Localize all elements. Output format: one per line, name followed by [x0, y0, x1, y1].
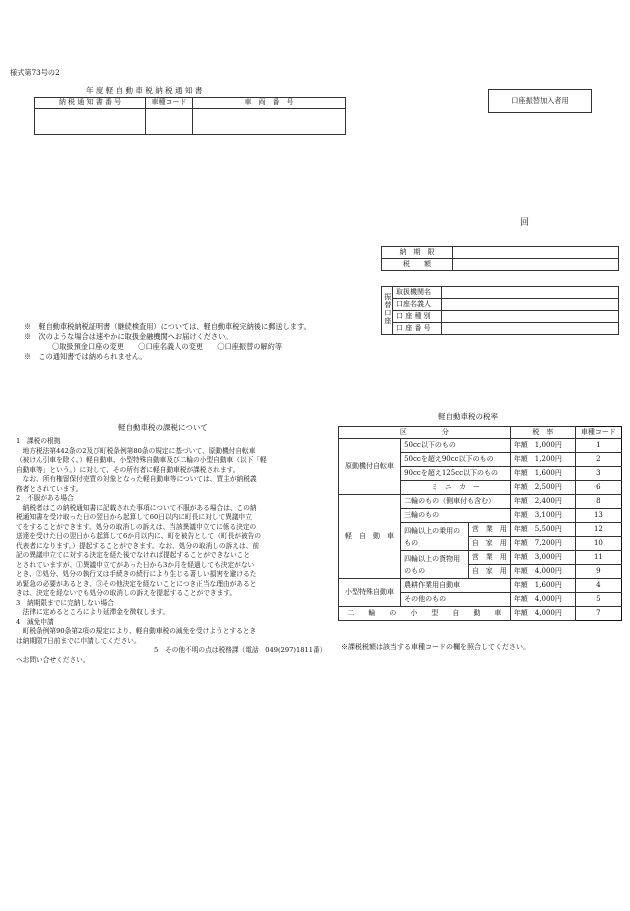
rate-row-label: 二 輪 の 小 型 自 動 車: [339, 607, 511, 621]
rate-header-tax: 税 率: [510, 427, 575, 439]
taxation-body: [16, 437, 326, 665]
header-notice-number: 納 税 通 知 書 番 号: [35, 98, 146, 109]
rate-row-label: 自 家 用: [468, 537, 510, 551]
rate-row-label: 二輪のもの（側車付も含む）: [401, 495, 511, 509]
transfer-table: [381, 286, 619, 335]
transfer-number-value: [442, 323, 619, 335]
rate-row-label: 営 業 用: [468, 551, 510, 565]
tax-amount-label: 税 額: [382, 259, 453, 271]
rate-row-code: 11: [575, 551, 621, 565]
taxation-line: 務者とされています。: [16, 484, 83, 493]
note-line: ※ 次のような場合は速やかに取扱金融機関へお届けください。: [24, 332, 233, 341]
note-line: 〇取扱預金口座の変更 〇口座名義人の変更 〇口座振替の解約等: [52, 342, 283, 351]
taxation-line: 税通知書を受け取った日の翌日から起算して60日以内に町長に対して異議申立: [16, 513, 252, 521]
rate-row-code: 6: [575, 481, 621, 495]
rate-row-tax: 年額 3,000円: [510, 551, 575, 565]
notice-header-table: [34, 97, 346, 135]
rate-row-label: その他のもの: [401, 593, 511, 607]
note-line: ※ 軽自動車税納税証明書（継続検査用）については、軽自動車税完納後に郵送します。: [24, 322, 311, 331]
taxation-line: 5 その他不明の点は税務課（電話 049(297)1811番）: [154, 646, 327, 654]
taxation-title: 軽自動車税の課税について: [118, 423, 208, 432]
taxation-line: め緊急の必要があるとき、③その他決定を経ないことにつき正当な理由があると: [16, 579, 257, 588]
taxation-line: 納税者はこの納税通知書に記載された事項について不服がある場合は、この納: [16, 503, 257, 512]
header-vehicle-number: 車 両 番 号: [193, 98, 346, 109]
transfer-holder-value: [442, 299, 619, 311]
group-moped: 原動機付自転車: [339, 439, 401, 495]
taxation-line: きは、決定を経ないでも処分の取消しの訴えを提起することができます。: [16, 589, 237, 597]
seal-mark: 回: [520, 218, 530, 228]
due-date-value: [453, 247, 619, 259]
rate-header-code: 車種コード: [575, 427, 621, 439]
rate-row-label: ミ ニ カ ー: [401, 481, 511, 495]
cell-notice-number: [35, 109, 146, 135]
rate-row-tax: 年額 5,500円: [510, 523, 575, 537]
due-date-label: 納 期 限: [382, 247, 453, 259]
rate-row-label: 自 家 用: [468, 565, 510, 579]
transfer-bank-value: [442, 287, 619, 299]
rate-row-code: 3: [575, 467, 621, 481]
due-table: [381, 246, 619, 271]
taxation-line: 法律に定めるところにより延滞金を徴収します。: [16, 608, 170, 616]
rate-row-label: 農耕作業用自動車: [401, 579, 511, 593]
tax-amount-value: [453, 259, 619, 271]
note-line: ※ この通知書では納められません。: [24, 352, 147, 361]
taxation-line: 記の異議申立てに対する決定を経た後でなければ提起することができないこと: [16, 551, 251, 559]
rate-row-code: 2: [575, 453, 621, 467]
rate-row-tax: 年額 1,000円: [510, 439, 575, 453]
rate-row-code: 1: [575, 439, 621, 453]
cell-vehicle-number: [193, 109, 346, 135]
group-special: 小型特殊自動車: [339, 579, 401, 607]
rate-row-label: 90ccを超え125cc以下のもの: [401, 467, 511, 481]
rate-row-label: 50ccを超え90cc以下のもの: [401, 453, 511, 467]
rate-row-tax: 年額 2,500円: [510, 481, 575, 495]
rate-row-code: 10: [575, 537, 621, 551]
taxation-line: とされていますが、①異議申立てがあった日から3か月を経過しても決定がない: [16, 560, 255, 569]
rate-row-tax: 年額 1,600円: [510, 467, 575, 481]
notice-title: 年 度 軽 自 動 車 税 納 税 通 知 書: [86, 86, 203, 95]
rate-row-code: 7: [575, 607, 621, 621]
transfer-bank-label: 取扱機関名: [393, 287, 442, 299]
taxation-line: なお、所有権留保付売買の対象となった軽自動車等については、買主が納税義: [16, 475, 257, 483]
taxation-line: 4 減免申請: [16, 617, 54, 626]
rate-title: 軽自動車税の税率: [438, 412, 498, 421]
rate-header-category: 区 分: [339, 427, 511, 439]
rate-row-tax: 年額 1,200円: [510, 453, 575, 467]
sub-cargo: 四輪以上の貨物用のもの: [401, 551, 469, 579]
taxation-line: 地方税法第442条の2及び町税条例第80条の規定に基づいて、原動機付自転車: [16, 446, 256, 455]
taxation-line: 町税条例第90条第2項の規定により、軽自動車税の減免を受けようとするとき: [16, 627, 257, 635]
taxation-line: へお問い合せください。: [16, 655, 90, 664]
transfer-type-value: [442, 311, 619, 323]
account-user-label: 口座振替加入者用: [488, 89, 592, 113]
rate-row-tax: 年額 7,200円: [510, 537, 575, 551]
transfer-holder-label: 口座名義人: [393, 299, 442, 311]
taxation-line: 3 納期限までに完納しない場合: [16, 598, 114, 607]
rate-row-code: 8: [575, 495, 621, 509]
transfer-type-label: 口 座 種 別: [393, 311, 442, 323]
rate-table: [338, 426, 622, 621]
taxation-line: てをすることができます。処分の取消しの訴えは、当該異議申立てに係る決定の: [16, 522, 257, 531]
form-number: 様式第73号の2: [10, 68, 60, 77]
rate-row-tax: 年額 2,400円: [510, 495, 575, 509]
rate-row-label: 営 業 用: [468, 523, 510, 537]
taxation-line: （被けん引車を除く。）軽自動車、小型特殊自動車及び二輪の小型自動車（以下「軽: [16, 456, 267, 464]
rate-row-code: 4: [575, 579, 621, 593]
rate-footnote: ※課税税額は該当する車種コードの欄を照合してください。: [341, 643, 530, 651]
rate-row-tax: 年額 4,000円: [510, 593, 575, 607]
taxation-line: 1 課税の根拠: [16, 437, 61, 445]
transfer-side-label: 振替口座: [382, 287, 393, 335]
notes-block: [24, 322, 311, 362]
rate-row-tax: 年額 3,100円: [510, 509, 575, 523]
group-kei: 軽 自 動 車: [339, 495, 401, 579]
taxation-line: は納期限7日前までに申請してください。: [16, 636, 141, 645]
rate-row-tax: 年額 1,600円: [510, 579, 575, 593]
transfer-number-label: 口 座 番 号: [393, 323, 442, 335]
taxation-line: 自動車等」という。）に対して、その所有者に軽自動車税が課税されます。: [16, 465, 240, 474]
taxation-line: とき、②処分、処分の執行又は手続きの続行により生じる著しい損害を避けるた: [16, 570, 257, 578]
rate-row-code: 12: [575, 523, 621, 537]
cell-vehicle-code: [146, 109, 193, 135]
rate-row-code: 5: [575, 593, 621, 607]
sub-passenger: 四輪以上の乗用のもの: [401, 523, 469, 551]
rate-row-code: 13: [575, 509, 621, 523]
taxation-line: 代表者になります。）提起することができます。なお、処分の取消しの訴えは、前: [16, 541, 260, 550]
rate-row-label: 三輪のもの: [401, 509, 511, 523]
taxation-line: 2 不服がある場合: [16, 494, 74, 502]
rate-row-code: 9: [575, 565, 621, 579]
taxation-line: 送達を受けた日の翌日から起算して6か月以内に、町を被告として（町長が被告の: [16, 532, 262, 540]
rate-row-tax: 年額 4,000円: [510, 607, 575, 621]
header-vehicle-code: 車種コード: [146, 98, 193, 109]
rate-row-tax: 年額 4,000円: [510, 565, 575, 579]
rate-row-label: 50cc以下のもの: [401, 439, 511, 453]
